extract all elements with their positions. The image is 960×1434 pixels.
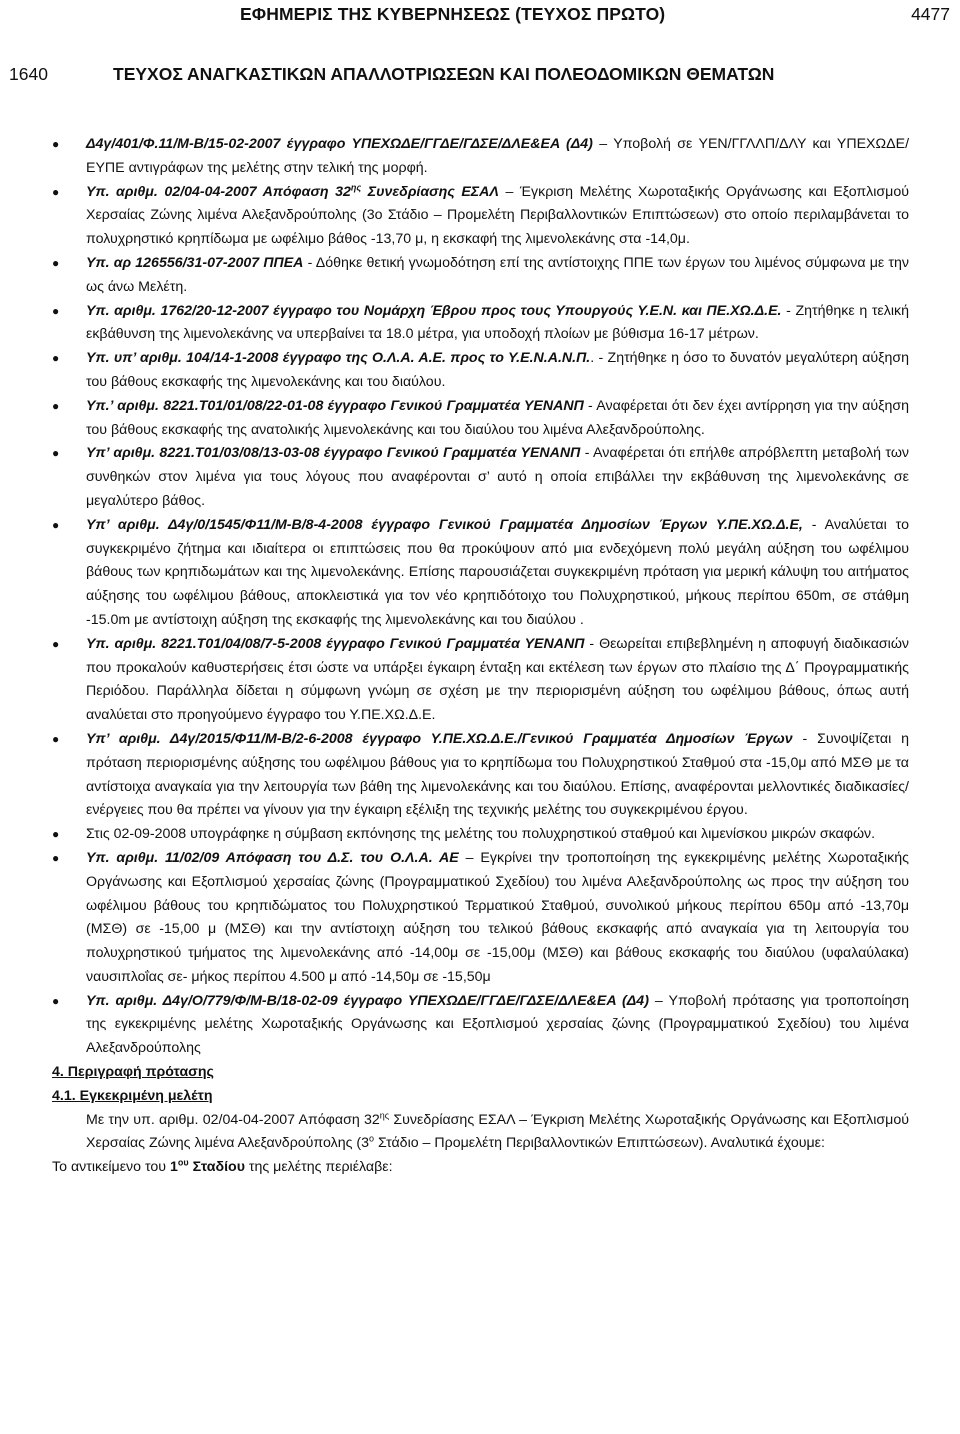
list-item (52, 181, 909, 252)
paragraph-stage-object: Το αντικείμενο του $1^{o\upsilon}$ Σταδίου της μελέτης περιέλαβε: (52, 1157, 393, 1176)
list-item (52, 133, 909, 181)
item-text: Στις 02-09-2008 υπογράφηκε η σύμβαση εκπόνησης της μελέτης του πολυχρηστικού σταθμού και λιμενίσκου μικρών σκαφών. (86, 826, 876, 843)
item-superscript: ης (350, 181, 362, 192)
list-item (52, 847, 909, 990)
list-item (52, 823, 909, 847)
item-reference: Υπ’ αριθμ. Δ4γ/2015/Φ11/Μ-Β/2-6-2008 έγγραφο Υ.ΠΕ.ΧΩ.Δ.Ε./Γενικού Γραμματέα Δημοσίων Έργων (86, 730, 793, 747)
item-text: – Εγκρίνει την τροποποίηση της εγκεκριμένης μελέτης Χωροταξικής Οργάνωσης και Εξοπλισμού χερσαίας ζώνης (Προγραμματικού Σχεδίου) του λιμένα Αλεξανδρούπολης ως προς την αύξηση του ωφέλιμου βάθους του κρηπιδώματος του Πολυχρηστικού Τερματικού Σταθμού, συνολικού μήκους περίπου 650μ από -13,70μ (ΜΣΘ) σε -15,00 μ (ΜΣΘ) και την αντίστοιχη αύξηση του τελικού βάθους εκσκαφής από αναγκαία για τη λειτουργία του πολυχρηστικού τμήματος της λιμενολεκάνης από -14,00μ σε -15,00μ (ΜΣΘ) και βάθους εκσκαφής του διαύλου (υφαλαύλακα) ναυσιπλοΐας σε- μήκος περίπου 4.500 μ από -14,50μ σε -15,50μ (86, 849, 909, 985)
list-item (52, 395, 909, 443)
page-number: 4477 (911, 4, 950, 24)
item-text: . - Ζητήθηκε η όσο το δυνατόν μεγαλύτερη αύξηση του βάθους εκσκαφής της λιμενολεκάνης και του διαύλου. (86, 350, 909, 390)
bullet-icon: ● (52, 636, 60, 651)
list-item (52, 728, 909, 823)
bullet-icon: ● (52, 827, 60, 842)
item-reference: Υπ. αρ 126556/31-07-2007 ΠΠΕΑ (86, 254, 304, 271)
body-text (52, 133, 909, 1180)
issue-title: ΤΕΥΧΟΣ ΑΝΑΓΚΑΣΤΙΚΩΝ ΑΠΑΛΛΟΤΡΙΩΣΕΩΝ ΚΑΙ ΠΟΛΕΟΔΟΜΙΚΩΝ ΘΕΜΑΤΩΝ (113, 64, 775, 84)
issue-header (0, 63, 960, 85)
paragraph-approved-study: Με την υπ. αριθμ. 02/04-04-2007 Απόφαση $32^{\eta\varsigma}$ Συνεδρίασης ΕΣΑΛ – Έγκριση Μελέτης Χωροταξικής Οργάνωσης και Εξοπλισμού Χερσαίας Ζώνης λιμένα Αλεξανδρούπολης ($3^o$ Στάδιο – Προμελέτη Περιβαλλοντικών Επιπτώσεων). Αναλυτικά έχουμε: (86, 1109, 909, 1152)
item-reference: Υπ. αριθμ. 11/02/09 Απόφαση του Δ.Σ. του Ο.Λ.Α. ΑΕ (86, 849, 459, 866)
item-text: - Αναφέρεται ότι επήλθε απρόβλεπτη μεταβολή των συνθηκών στον λιμένα για τους λόγους που αναφέρονται σ’ αυτό η οποία επιβάλλει την εκβάθυνση της λιμενολεκάνης σε μεγαλύτερο βάθος. (86, 445, 910, 509)
list-item (52, 252, 909, 300)
section-heading-4: 4. Περιγραφή πρότασης (52, 1064, 214, 1081)
item-reference: Υπ. αριθμ. 8221.Τ01/04/08/7-5-2008 έγγραφο Γενικού Γραμματέα ΥΕΝΑΝΠ (86, 635, 585, 652)
section-heading-4-1: 4.1. Εγκεκριμένη μελέτη (52, 1087, 213, 1104)
list-item (52, 442, 909, 513)
bullet-icon: ● (52, 137, 60, 151)
item-reference: Υπ.’ αριθμ. 8221.Τ01/01/08/22-01-08 έγγραφο Γενικού Γραμματέα ΥΕΝΑΝΠ (86, 397, 584, 414)
list-item (52, 633, 909, 728)
list-item (52, 347, 909, 395)
item-reference: Υπ’ αριθμ. Δ4γ/0/1545/Φ11/Μ-Β/8-4-2008 έγγραφο Γενικού Γραμματέα Δημοσίων Έργων Υ.ΠΕ.ΧΩ.Δ.Ε, (86, 516, 803, 533)
bullet-icon: ● (52, 850, 60, 865)
bullet-icon: ● (52, 303, 60, 318)
list-item (52, 300, 909, 348)
bullet-icon: ● (52, 255, 60, 270)
item-reference: Υπ. αριθμ. 02/04-04-2007 Απόφαση 32 (86, 183, 351, 200)
bullet-icon: ● (52, 993, 60, 1008)
bullet-icon: ● (52, 398, 60, 413)
item-reference: Υπ’ αριθμ. 8221.Τ01/03/08/13-03-08 έγγραφο Γενικού Γραμματέα ΥΕΝΑΝΠ (86, 445, 581, 462)
gazette-title: ΕΦΗΜΕΡΙΣ ΤΗΣ ΚΥΒΕΡΝΗΣΕΩΣ (ΤΕΥΧΟΣ ΠΡΩΤΟ) (240, 4, 666, 24)
list-item (52, 514, 909, 633)
item-text: - Αναλύεται το συγκεκριμένο ζήτημα και ιδιαίτερα οι επιπτώσεις που θα προκύψουν από μια ενδεχόμενη πολύ μεγάλη αύξηση του ωφέλιμου βάθους των κρηπιδωμάτων και της λιμενολεκάνης. Επίσης παρουσιάζεται συγκεκριμένη πρόταση για μερική κάλυψη του αιτήματος αύξησης του ωφέλιμου βάθους, αποκλειστικά για τον νέο κρηπιδότοιχο του Πολυχρηστικού, μήκους περίπου 650m, σε στάθμη -15.0m με αντίστοιχη αύξηση της εκσκαφής της λιμενολεκάνης και του διαύλου . (86, 516, 909, 628)
bullet-icon: ● (52, 517, 60, 532)
item-text: – Υποβολή πρότασης για τροποποίηση της εγκεκριμένης μελέτης Χωροταξικής Οργάνωσης και Εξοπλισμού χερσαίας ζώνης (Προγραμματικού Σχεδίου) του λιμένα Αλεξανδρούπολης (86, 992, 909, 1057)
item-text: - Δόθηκε θετική γνωμοδότηση επί της αντίστοιχης ΠΠΕ των έργων του λιμένος σύμφωνα με την ως άνω Μελέτη. (86, 254, 909, 295)
item-text: - Θεωρείται επιβεβλημένη η αποφυγή διαδικασιών που προκαλούν καθυστερήσεις έτσι ώστε να υπάρξει έγκαιρη ένταξη και εκτέλεση των έργων στο πλαίσιο της Δ΄ Προγραμματικής Περιόδου. Παράλληλα δίδεται η σύμφωνη γνώμη σε σχέση με την περιορισμένη αύξηση του ωφέλιμου βάθους, όπως αυτή αναλύεται στο προηγούμενο έγγραφο του Υ.ΠΕ.ΧΩ.Δ.Ε. (86, 635, 910, 724)
item-reference-cont: Συνεδρίασης ΕΣΑΛ (361, 183, 499, 200)
bullet-icon: ● (52, 731, 60, 746)
item-reference: Δ4γ/401/Φ.11/Μ-Β/15-02-2007 έγγραφο ΥΠΕΧΩΔΕ/ΓΓΔΕ/ΓΔΣΕ/ΔΛΕ&ΕΑ (Δ4) (86, 136, 593, 152)
item-text: – Υποβολή σε ΥΕΝ/ΓΓΛΛΠ/ΔΛΥ και ΥΠΕΧΩΔΕ/ΕΥΠΕ αντιγράφων της μελέτης στην τελική της μορφή. (86, 136, 910, 176)
item-reference: Υπ. υπ’ αριθμ. 104/14-1-2008 έγγραφο της Ο.Λ.Α. Α.Ε. προς το Υ.Ε.Ν.Α.Ν.Π. (86, 350, 591, 367)
list-item (52, 990, 909, 1061)
bullet-icon: ● (52, 446, 60, 461)
bullet-icon: ● (52, 351, 60, 366)
item-text: - Αναφέρεται ότι δεν έχει αντίρρηση για την αύξηση του βάθους εκσκαφής της ανατολικής λιμενολεκάνης και του διαύλου του λιμένα Αλεξανδρούπολης. (86, 397, 909, 438)
issue-number: 1640 (9, 64, 48, 84)
item-reference: Υπ. αριθμ. Δ4γ/Ο/779/Φ/Μ-Β/18-02-09 έγγραφο ΥΠΕΧΩΔΕ/ΓΓΔΕ/ΓΔΣΕ/ΔΛΕ&ΕΑ (Δ4) (86, 992, 649, 1009)
item-reference: Υπ. αριθμ. 1762/20-12-2007 έγγραφο του Νομάρχη Έβρου προς τους Υπουργούς Υ.Ε.Ν. και ΠΕ.ΧΩ.Δ.Ε. (86, 302, 782, 319)
document-list (52, 133, 909, 1061)
bullet-icon: ● (52, 184, 60, 199)
running-header (0, 3, 960, 25)
item-text: - Συνοψίζεται η πρόταση περιορισμένης αύξησης του ωφέλιμου βάθους για το κρηπίδωμα του Πολυχρηστικού Σταθμού στα -15,0μ από ΜΣΘ με τα αντίστοιχα αναγκαία για την λειτουργία των βάθη της λιμενολεκάνης και του διαύλου. Επίσης, αναφέρονται μελλοντικές διαδικασίες/ ενέργειες που θα πρέπει να γίνουν για την έγκαιρη εξέλιξη της τεχνικής μελέτης του συγκεκριμένου έργου. (86, 730, 910, 819)
item-text: – Έγκριση Μελέτης Χωροταξικής Οργάνωσης και Εξοπλισμού Χερσαίας Ζώνης λιμένα Αλεξανδρούπολης (3ο Στάδιο – Προμελέτη Περιβαλλοντικών Επιπτώσεων) στο οποίο περιλαμβάνεται το πολυχρηστικό κρηπίδωμα με ωφέλιμο βάθος -13,70 μ, η εκσκαφή της λιμενολεκάνης στα -14,0μ. (86, 183, 910, 248)
item-text: - Ζητήθηκε η τελική εκβάθυνση της λιμενολεκάνης να υπερβαίνει τα 18.0 μέτρα, για υποδοχή πλοίων με βύθισμα 16-17 μέτρων. (86, 302, 909, 343)
